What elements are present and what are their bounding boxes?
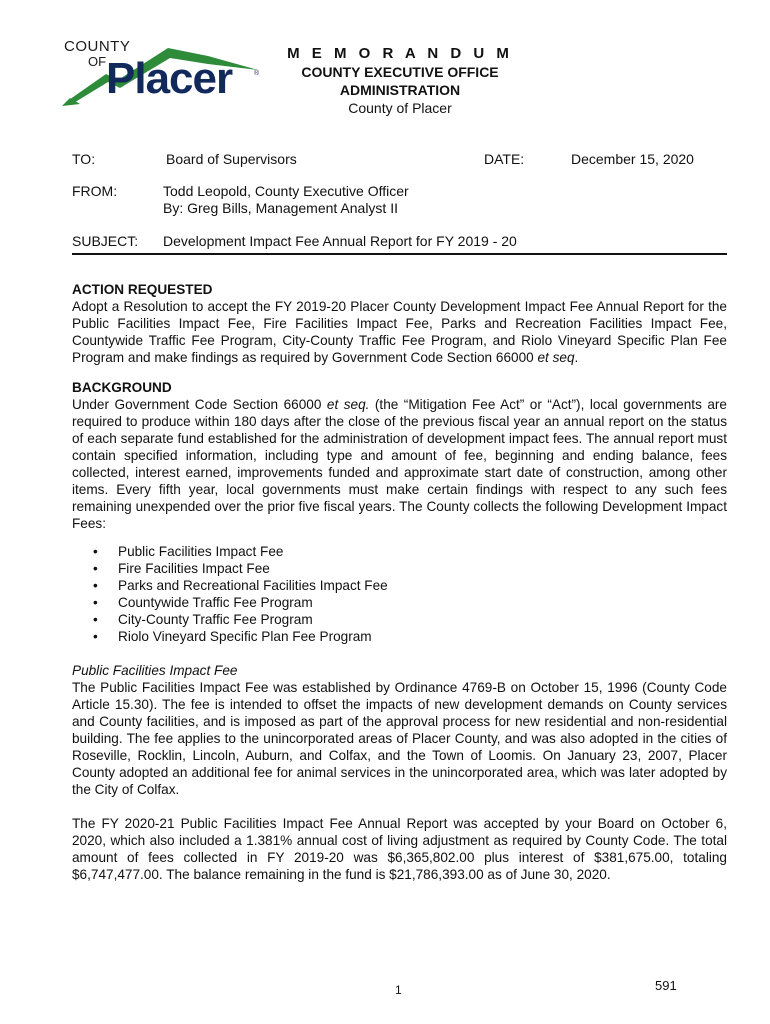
memo-heading: [280, 45, 520, 117]
logo-placer-text: Placer: [106, 54, 233, 103]
action-heading: ACTION REQUESTED: [72, 282, 213, 297]
subject-label: SUBJECT:: [72, 233, 139, 249]
memo-county: County of Placer: [348, 100, 452, 116]
memo-title: M E M O R A N D U M: [287, 45, 513, 62]
header-divider: [72, 253, 727, 255]
background-text-2: (the “Mitigation Fee Act” or “Act”), local governments are required to produce within 180 days after the close of the previous fiscal year an annual report on the status of each separate fund established for the administration of development impact fees. The annual report must contain specified information, including type and amount of fee, beginning and ending balance, fees collected, interest earned, improvements funded and approximate start date of construction, among other items. Every fifth year, local governments must make certain findings with respect to any such fees remaining unexpended over the prior five fiscal years. The County collects the following Development Impact Fees:: [72, 397, 727, 531]
background-heading: BACKGROUND: [72, 380, 172, 395]
list-item: • City-County Traffic Fee Program: [93, 611, 388, 628]
memo-office: COUNTY EXECUTIVE OFFICE: [301, 64, 499, 80]
from-label: FROM:: [72, 183, 118, 199]
to-value: Board of Supervisors: [166, 151, 297, 167]
to-label: TO:: [72, 151, 96, 167]
fee-list: [93, 543, 388, 645]
date-value: December 15, 2020: [571, 151, 694, 167]
public-facilities-section: [72, 662, 727, 883]
action-text: [72, 298, 727, 366]
document-page-number: 591: [655, 978, 677, 993]
from-value-line-1: Todd Leopold, County Executive Officer: [163, 183, 409, 199]
list-item: • Countywide Traffic Fee Program: [93, 594, 388, 611]
background-text-1: Under Government Code Section 66000: [72, 397, 327, 412]
action-text-italic: et seq: [537, 350, 575, 365]
action-text-main: Adopt a Resolution to accept the FY 2019-20 Placer County Development Impact Fee Annual Report for the Public Facilities Impact Fee, Fire Facilities Impact Fee, Parks and Recreation Facilities Impact Fee, Countywide Traffic Fee Program, City-County Traffic Fee Program, and Riolo Vineyard Specific Plan Fee Program and make findings as required by Government Code Section 66000: [72, 299, 727, 365]
from-value-line-2: By: Greg Bills, Management Analyst II: [163, 200, 398, 216]
public-facilities-para-1: The Public Facilities Impact Fee was established by Ordinance 4769-B on October 15, 1996 (County Code Article 15.30). The fee is intended to offset the impacts of new development demands on County services and County facilities, and is imposed as part of the approval process for new residential and non-residential building. The fee applies to the unincorporated areas of Placer County, and was also adopted in the cities of Roseville, Rocklin, Lincoln, Auburn, and Colfax, and the Town of Loomis. On January 23, 2007, Placer County adopted an additional fee for animal services in the unincorporated area, which was later adopted by the City of Colfax.: [72, 680, 727, 797]
action-section: [72, 281, 727, 366]
list-item: • Riolo Vineyard Specific Plan Fee Program: [93, 628, 388, 645]
list-item: • Public Facilities Impact Fee: [93, 543, 388, 560]
logo-registered-mark: ®: [254, 70, 260, 77]
public-facilities-para-2: The FY 2020-21 Public Facilities Impact Fee Annual Report was accepted by your Board on October 6, 2020, which also included a 1.381% annual cost of living adjustment as required by County Code. The total amount of fees collected in FY 2019-20 was $6,365,802.00 plus interest of $381,675.00, totaling $6,747,477.00. The balance remaining in the fund is $21,786,393.00 as of June 30, 2020.: [72, 816, 727, 882]
page-number: 1: [395, 983, 402, 997]
logo-county-text: COUNTY: [64, 38, 131, 55]
county-logo: [58, 34, 263, 110]
date-label: DATE:: [484, 151, 525, 167]
background-text: [72, 396, 727, 532]
logo-of-text: OF: [88, 54, 107, 69]
list-item: • Fire Facilities Impact Fee: [93, 560, 388, 577]
list-item: • Parks and Recreational Facilities Impact Fee: [93, 577, 388, 594]
subject-value: Development Impact Fee Annual Report for FY 2019 - 20: [163, 233, 517, 249]
background-section: [72, 379, 727, 532]
action-text-end: .: [574, 350, 579, 365]
background-text-italic: et seq.: [326, 397, 370, 412]
memo-dept: ADMINISTRATION: [339, 82, 461, 98]
public-facilities-heading: Public Facilities Impact Fee: [72, 663, 238, 678]
